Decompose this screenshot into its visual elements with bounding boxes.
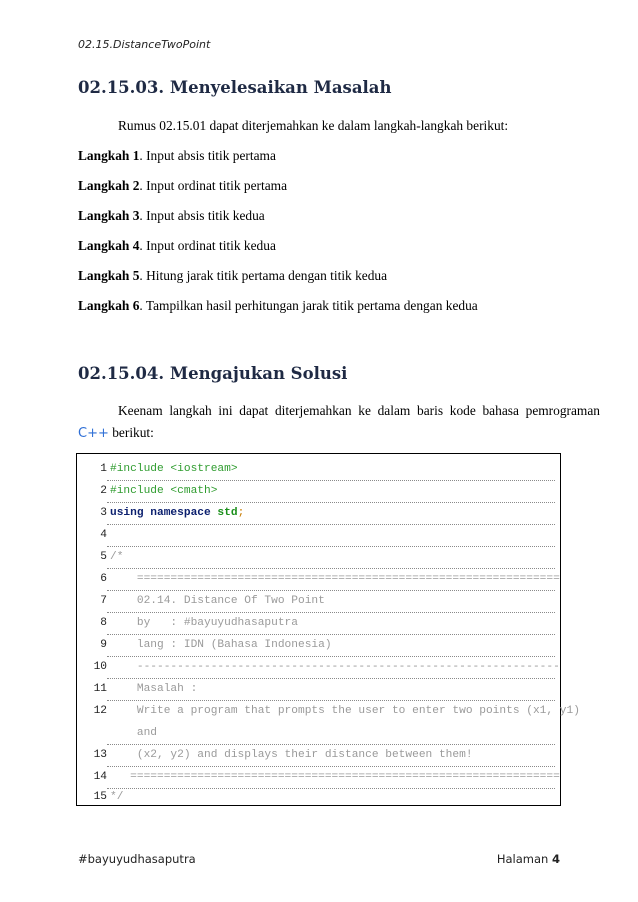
code-line bbox=[77, 590, 560, 612]
code-line-wrap bbox=[77, 722, 560, 744]
section-heading-mengajukan: 02.15.04. Mengajukan Solusi bbox=[78, 364, 348, 383]
step-text: . Input absis titik kedua bbox=[139, 208, 265, 223]
language-name: C++ bbox=[78, 426, 109, 441]
step-label: Langkah 6 bbox=[78, 298, 140, 313]
footer-page bbox=[497, 852, 560, 866]
step-1 bbox=[78, 147, 276, 165]
code-line bbox=[77, 568, 560, 590]
line-text: #include <iostream> bbox=[110, 463, 238, 475]
code-block bbox=[76, 453, 580, 806]
line-text: =============================================================== bbox=[110, 573, 560, 585]
line-text: Write a program that prompts the user to enter two points (x1, y1) bbox=[110, 705, 580, 717]
step-label: Langkah 3 bbox=[78, 208, 140, 223]
line-text: (x2, y2) and displays their distance between them! bbox=[110, 749, 473, 761]
line-text: */ bbox=[110, 791, 124, 803]
line-text: Masalah : bbox=[110, 683, 198, 695]
line-number: 3 bbox=[100, 507, 107, 519]
footer-author: #bayuyudhasaputra bbox=[78, 852, 196, 866]
line-number: 7 bbox=[100, 595, 107, 607]
step-text: . Hitung jarak titik pertama dengan titik kedua bbox=[139, 268, 388, 283]
line-number: 10 bbox=[93, 661, 107, 673]
step-text: . Input absis titik pertama bbox=[139, 148, 276, 163]
namespace-name: std bbox=[210, 507, 238, 519]
line-number: 13 bbox=[93, 749, 107, 761]
code-line bbox=[77, 458, 560, 480]
code-line bbox=[77, 700, 580, 722]
semicolon: ; bbox=[237, 507, 245, 519]
line-number: 5 bbox=[100, 551, 107, 563]
step-5 bbox=[78, 267, 387, 285]
line-number: 1 bbox=[100, 463, 107, 475]
line-number: 11 bbox=[93, 683, 107, 695]
step-label: Langkah 1 bbox=[78, 148, 140, 163]
code-line bbox=[77, 502, 560, 524]
step-label: Langkah 2 bbox=[78, 178, 140, 193]
line-number: 9 bbox=[100, 639, 107, 651]
code-line bbox=[77, 546, 560, 568]
line-text: by : #bayuyudhasaputra bbox=[110, 617, 298, 629]
intro-paragraph: Rumus 02.15.01 dapat diterjemahkan ke dalam langkah-langkah berikut: bbox=[118, 118, 509, 133]
solution-paragraph-line1: Keenam langkah ini dapat diterjemahkan ke dalam baris kode bahasa pemrograman bbox=[118, 403, 600, 418]
line-text: --------------------------------------------------------------- bbox=[110, 661, 560, 673]
step-label: Langkah 4 bbox=[78, 238, 140, 253]
line-text: /* bbox=[110, 551, 124, 563]
line-number: 2 bbox=[100, 485, 107, 497]
step-text: . Input ordinat titik pertama bbox=[139, 178, 288, 193]
keyword: using namespace bbox=[110, 507, 211, 519]
code-line bbox=[77, 678, 560, 700]
running-header: 02.15.DistanceTwoPoint bbox=[78, 38, 211, 51]
line-number: 14 bbox=[93, 771, 107, 783]
line-text: 02.14. Distance Of Two Point bbox=[110, 595, 325, 607]
section-heading-menyelesaikan: 02.15.03. Menyelesaikan Masalah bbox=[78, 78, 392, 97]
line-text: lang : IDN (Bahasa Indonesia) bbox=[110, 639, 332, 651]
step-6 bbox=[78, 297, 478, 315]
step-text: . Tampilkan hasil perhitungan jarak titik pertama dengan kedua bbox=[139, 298, 478, 313]
line-text: and bbox=[110, 727, 157, 739]
line-number: 6 bbox=[100, 573, 107, 585]
line-number: 12 bbox=[93, 705, 107, 717]
code-line bbox=[77, 788, 560, 806]
paragraph-tail: berikut: bbox=[108, 425, 154, 440]
code-line bbox=[77, 634, 560, 656]
line-text: #include <cmath> bbox=[110, 485, 218, 497]
line-number: 4 bbox=[100, 529, 107, 541]
line-text: ================================================================ bbox=[110, 771, 560, 783]
line-number: 15 bbox=[93, 791, 107, 803]
code-line bbox=[77, 612, 560, 634]
code-line bbox=[77, 656, 560, 678]
step-3 bbox=[78, 207, 265, 225]
step-label: Langkah 5 bbox=[78, 268, 140, 283]
step-text: . Input ordinat titik kedua bbox=[139, 238, 276, 253]
step-2 bbox=[78, 177, 287, 195]
line-number: 8 bbox=[100, 617, 107, 629]
code-line bbox=[77, 744, 560, 766]
page-label: Halaman bbox=[496, 852, 552, 866]
page-number: 4 bbox=[551, 852, 560, 866]
code-line bbox=[77, 524, 560, 546]
code-line bbox=[77, 480, 560, 502]
solution-paragraph-line2 bbox=[78, 424, 154, 443]
code-line bbox=[77, 766, 560, 788]
step-4 bbox=[78, 237, 276, 255]
line-text bbox=[110, 502, 244, 524]
